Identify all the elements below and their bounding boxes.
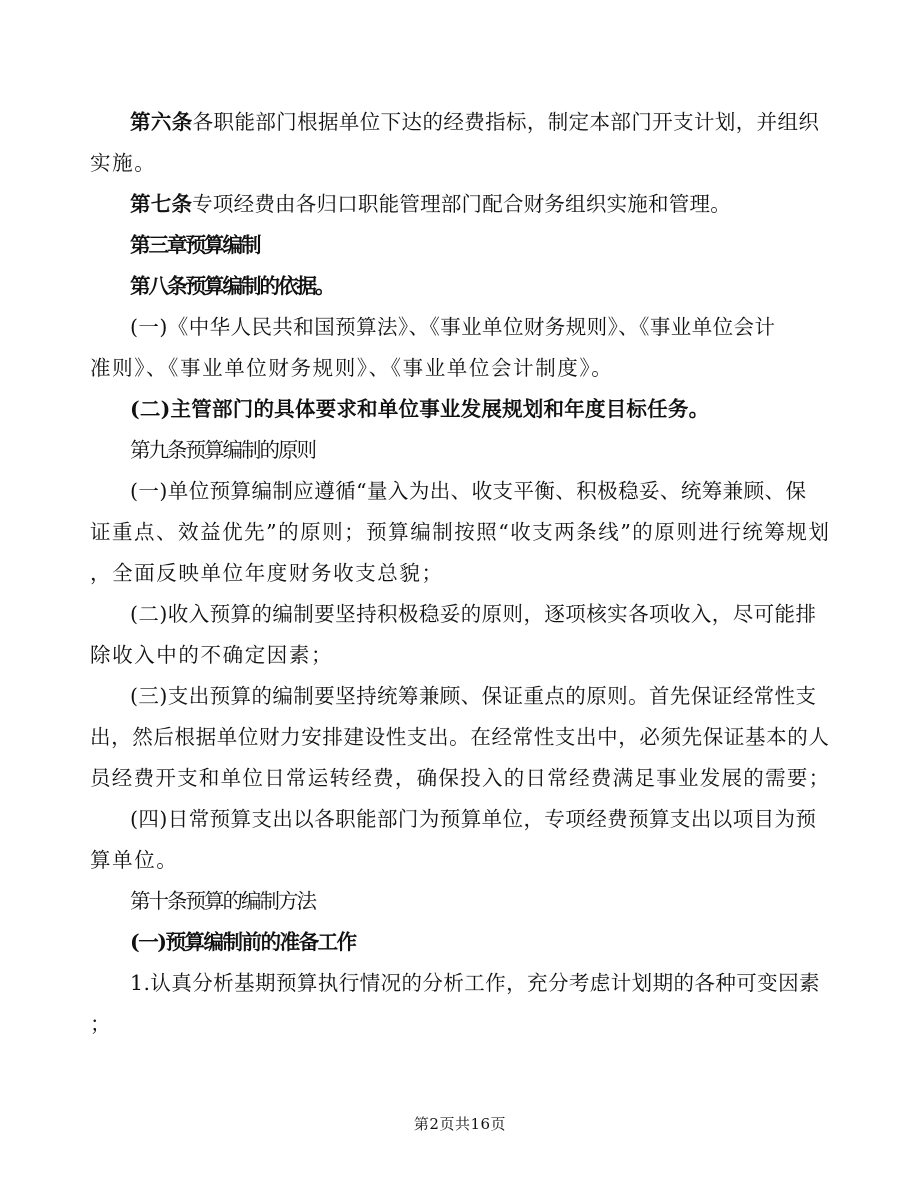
article-8-heading: 第八条预算编制的依据。 (130, 274, 334, 298)
article-6-line-2: 实施。 (90, 151, 157, 175)
article-9-item-1-line-2: 证重点、效益优先”的原则；预算编制按照“收支两条线”的原则进行统筹规划 (90, 520, 831, 544)
article-7-line (130, 190, 870, 218)
page-footer: 第2页共16页 (413, 1115, 507, 1133)
article-6-line-1 (130, 108, 870, 136)
article-9-item-1-line-3: ，全面反映单位年度财务收支总貌； (90, 561, 444, 585)
article-9-item-3-line-2: 出，然后根据单位财力安排建设性支出。在经常性支出中，必须先保证基本的人 (90, 725, 830, 749)
article-9-item-4-line-2: 算单位。 (90, 848, 179, 872)
article-9-item-4-line-1: (四)日常预算支出以各职能部门为预算单位，专项经费预算支出以项目为预 (130, 807, 817, 831)
article-10-subitem-1-line-1: 1.认真分析基期预算执行情况的分析工作，充分考虑计划期的各种可变因素 (130, 971, 820, 995)
article-10-heading: 第十条预算的编制方法 (130, 889, 315, 913)
article-7-label: 第七条 (130, 192, 193, 216)
article-9-item-3-line-3: 员经费开支和单位日常运转经费，确保投入的日常经费满足事业发展的需要； (90, 766, 831, 790)
article-7-text: 专项经费由各归口职能管理部门配合财务组织实施和管理。 (192, 192, 731, 216)
article-9-item-3-line-1: (三)支出预算的编制要坚持统筹兼顾、保证重点的原则。首先保证经常性支 (130, 684, 817, 708)
article-6-text: 各职能部门根据单位下达的经费指标，制定本部门开支计划，并组织 (192, 110, 820, 134)
article-8-item-1-line-1: (一)《中华人民共和国预算法》、《事业单位财务规则》、《事业单位会计 (130, 315, 776, 339)
article-10-item-1: (一)预算编制前的准备工作 (130, 930, 356, 954)
article-9-item-2-line-1: (二)收入预算的编制要坚持积极稳妥的原则，逐项核实各项收入，尽可能排 (130, 602, 817, 626)
article-8-item-1-line-2: 准则》、《事业单位财务规则》、《事业单位会计制度》。 (90, 356, 614, 380)
chapter-3-heading: 第三章预算编制 (130, 233, 260, 257)
article-9-heading: 第九条预算编制的原则 (130, 438, 315, 462)
article-6-label: 第六条 (130, 110, 193, 134)
article-8-item-2: (二)主管部门的具体要求和单位事业发展规划和年度目标任务。 (130, 397, 710, 421)
article-9-item-1-line-1: (一)单位预算编制应遵循“量入为出、收支平衡、积极稳妥、统筹兼顾、保 (130, 479, 807, 503)
article-10-subitem-1-line-2: ； (90, 1012, 113, 1036)
article-9-item-2-line-2: 除收入中的不确定因素； (90, 643, 334, 667)
